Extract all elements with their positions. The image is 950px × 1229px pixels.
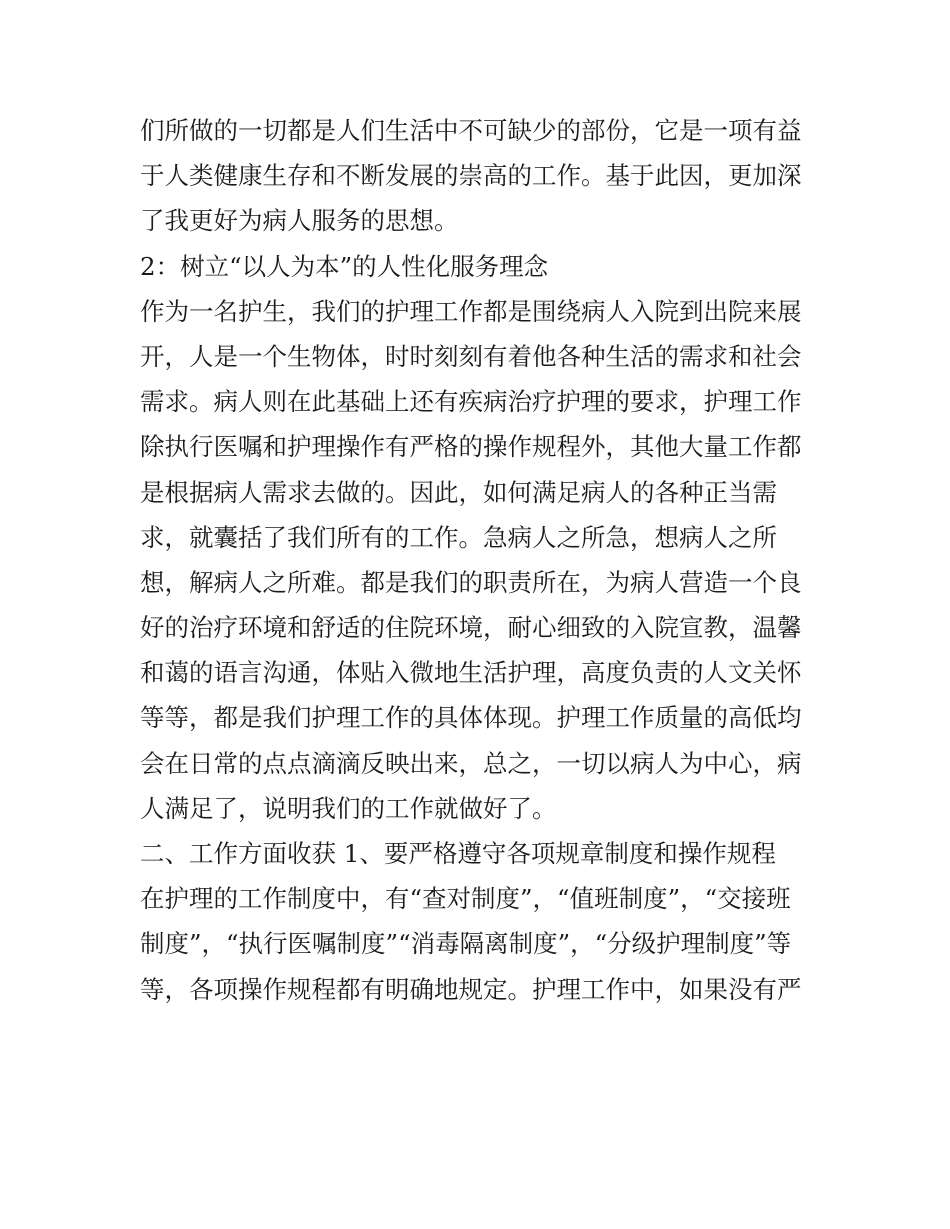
text-line: 了我更好为病人服务的思想。 bbox=[140, 206, 459, 236]
text-line: 于人类健康生存和不断发展的崇高的工作。基于此因，更加深 bbox=[140, 161, 802, 191]
text-line: 作为一名护生，我们的护理工作都是围绕病人入院到出院来展 bbox=[140, 296, 802, 326]
text-line: 等等，都是我们护理工作的具体体现。护理工作质量的高低均 bbox=[140, 703, 802, 733]
text-line: 好的治疗环境和舒适的住院环境，耐心细致的入院宣教，温馨 bbox=[140, 613, 802, 643]
body-text bbox=[140, 108, 820, 1012]
text-line: 需求。病人则在此基础上还有疾病治疗护理的要求，护理工作 bbox=[140, 387, 802, 417]
text-line: 会在日常的点点滴滴反映出来，总之，一切以病人为中心，病 bbox=[140, 748, 802, 778]
text-line: 和蔼的语言沟通，体贴入微地生活护理，高度负责的人文关怀 bbox=[140, 658, 802, 688]
text-line: 等，各项操作规程都有明确地规定。护理工作中，如果没有严 bbox=[140, 974, 802, 1004]
text-line: 求，就囊括了我们所有的工作。急病人之所急，想病人之所 bbox=[140, 522, 777, 552]
text-line: 想，解病人之所难。都是我们的职责所在，为病人营造一个良 bbox=[140, 567, 802, 597]
text-line: 们所做的一切都是人们生活中不可缺少的部份，它是一项有益 bbox=[140, 116, 802, 145]
text-line: 人满足了，说明我们的工作就做好了。 bbox=[140, 793, 557, 823]
text-line: 开，人是一个生物体，时时刻刻有着他各种生活的需求和社会 bbox=[140, 341, 802, 371]
section-heading: 2：树立“以人为本”的人性化服务理念 bbox=[140, 251, 549, 281]
text-line: 除执行医嘱和护理操作有严格的操作规程外，其他大量工作都 bbox=[140, 432, 802, 462]
text-line: 是根据病人需求去做的。因此，如何满足病人的各种正当需 bbox=[140, 477, 777, 507]
text-line: 在护理的工作制度中，有“查对制度”，“值班制度”，“交接班 bbox=[140, 884, 791, 914]
section-heading: 二、工作方面收获 1、要严格遵守各项规章制度和操作规程 bbox=[140, 839, 776, 868]
text-line: 制度”，“执行医嘱制度”“消毒隔离制度”，“分级护理制度”等 bbox=[140, 929, 792, 959]
